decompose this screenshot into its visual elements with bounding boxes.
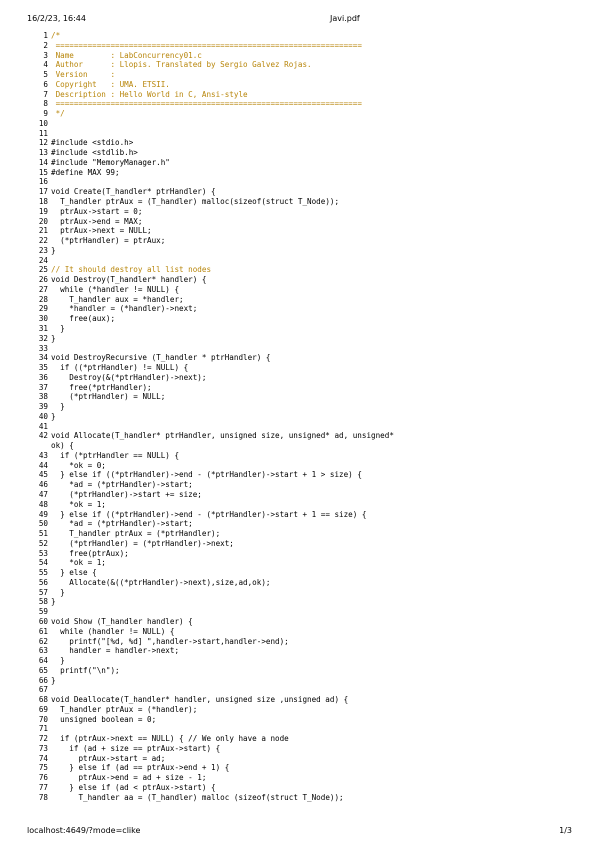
line-text: (*ptrHandler)->start += size;	[51, 490, 202, 500]
code-line	[27, 744, 575, 754]
line-number: 69	[38, 704, 48, 714]
line-number: 8	[43, 99, 48, 109]
line-text: }	[51, 675, 56, 685]
line-number: 32	[38, 333, 48, 343]
line-text: T_handler aux = *handler;	[51, 294, 184, 304]
line-text: ptrAux->start = ad;	[51, 753, 166, 763]
line-text: // It should destroy all list nodes	[51, 265, 212, 275]
code-line	[27, 588, 575, 598]
line-text	[51, 607, 575, 617]
code-line	[27, 138, 575, 148]
line-number: 71	[38, 724, 48, 734]
line-number: 76	[38, 773, 48, 783]
code-line	[27, 285, 575, 295]
code-line	[27, 422, 575, 432]
line-text: void DestroyRecursive (T_handler * ptrHandler) {	[51, 353, 271, 363]
line-number: 59	[38, 607, 48, 617]
line-text: ===================================================================	[51, 99, 362, 109]
code-line	[27, 265, 575, 275]
line-text: void Destroy(T_handler* handler) {	[51, 275, 207, 285]
line-number: 64	[38, 656, 48, 666]
line-number: 7	[43, 89, 48, 99]
line-number: 53	[38, 548, 48, 558]
code-line	[27, 461, 575, 471]
code-line	[27, 724, 575, 734]
line-text	[51, 177, 575, 187]
line-text: unsigned boolean = 0;	[51, 714, 157, 724]
line-number: 17	[38, 187, 48, 197]
line-number: 72	[38, 734, 48, 744]
line-number: 73	[38, 743, 48, 753]
line-text: Version :	[51, 70, 116, 80]
code-line	[27, 304, 575, 314]
code-line	[27, 568, 575, 578]
line-text: *ad = (*ptrHandler)->start;	[51, 480, 193, 490]
line-number: 77	[38, 782, 48, 792]
line-number: 11	[38, 128, 48, 138]
line-number: 21	[38, 226, 48, 236]
line-text: #include <stdlib.h>	[51, 148, 138, 158]
code-line	[27, 754, 575, 764]
line-number: 37	[38, 382, 48, 392]
code-line	[27, 168, 575, 178]
line-text: } else {	[51, 568, 97, 578]
line-number: 34	[38, 353, 48, 363]
line-number: 42	[38, 431, 48, 441]
code-line	[27, 236, 575, 246]
line-number: 5	[43, 70, 48, 80]
code-line	[27, 158, 575, 168]
code-line	[27, 773, 575, 783]
code-line	[27, 41, 575, 51]
line-text: Allocate(&((*ptrHandler)->next),size,ad,ok);	[51, 577, 271, 587]
line-number: 30	[38, 314, 48, 324]
line-text: free(*ptrHandler);	[51, 382, 152, 392]
code-line	[27, 363, 575, 373]
code-line	[27, 558, 575, 568]
line-number: 27	[38, 284, 48, 294]
code-line	[27, 207, 575, 217]
line-number: 25	[38, 265, 48, 275]
line-text: ptrAux->end = ad + size - 1;	[51, 773, 207, 783]
line-number: 57	[38, 587, 48, 597]
line-number: 28	[38, 294, 48, 304]
line-number: 4	[43, 60, 48, 70]
line-text: void Show (T_handler handler) {	[51, 616, 193, 626]
line-number: 58	[38, 597, 48, 607]
line-text: printf("\n");	[51, 665, 120, 675]
footer-url: localhost:4649/?mode=clike	[27, 826, 141, 835]
line-text: #include "MemoryManager.h"	[51, 157, 170, 167]
code-line	[27, 549, 575, 559]
line-number: 61	[38, 626, 48, 636]
line-number: 9	[43, 109, 48, 119]
line-text	[51, 685, 575, 695]
line-text: Description : Hello World in C, Ansi-style	[51, 89, 248, 99]
line-number: 15	[38, 167, 48, 177]
line-text: ptrAux->next = NULL;	[51, 226, 152, 236]
line-text: Name : LabConcurrency01.c	[51, 50, 202, 60]
line-text: free(aux);	[51, 314, 116, 324]
code-line	[27, 578, 575, 588]
line-number: 45	[38, 470, 48, 480]
line-text	[51, 344, 575, 354]
code-line	[27, 334, 575, 344]
line-text: #define MAX 99;	[51, 167, 120, 177]
code-line	[27, 70, 575, 80]
line-text: if ((*ptrHandler) != NULL) {	[51, 363, 189, 373]
code-line	[27, 646, 575, 656]
line-text	[51, 422, 575, 432]
line-text: } else if ((*ptrHandler)->end - (*ptrHandler)->start + 1 > size) {	[51, 470, 362, 480]
code-line	[27, 470, 575, 480]
line-number: 38	[38, 392, 48, 402]
line-text: }	[51, 411, 56, 421]
code-line	[27, 226, 575, 236]
code-line	[27, 353, 575, 363]
line-number: 63	[38, 646, 48, 656]
line-number: 55	[38, 568, 48, 578]
code-line	[27, 99, 575, 109]
code-line	[27, 295, 575, 305]
line-number: 40	[38, 411, 48, 421]
line-text: *ok = 0;	[51, 460, 106, 470]
line-text: #include <stdio.h>	[51, 138, 134, 148]
line-text: }	[51, 333, 56, 343]
line-text: }	[51, 323, 65, 333]
code-line	[27, 627, 575, 637]
code-line	[27, 383, 575, 393]
code-line	[27, 519, 575, 529]
line-text: (*ptrHandler) = (*ptrHandler)->next;	[51, 538, 234, 548]
code-line	[27, 324, 575, 334]
line-text: Author : Llopis. Translated by Sergio Galvez Rojas.	[51, 60, 312, 70]
code-line	[27, 197, 575, 207]
line-number: 66	[38, 675, 48, 685]
line-number: 48	[38, 499, 48, 509]
line-text: /*	[51, 31, 61, 40]
line-number: 75	[38, 763, 48, 773]
code-line	[27, 344, 575, 354]
code-line	[27, 451, 575, 461]
code-line	[27, 597, 575, 607]
code-line	[27, 90, 575, 100]
page-number: 1/3	[559, 826, 572, 835]
line-number: 19	[38, 206, 48, 216]
line-text: } else if (ad < ptrAux->start) {	[51, 782, 216, 792]
line-number: 22	[38, 236, 48, 246]
code-line	[27, 763, 575, 773]
line-number: 26	[38, 275, 48, 285]
line-number: 35	[38, 363, 48, 373]
line-number: 54	[38, 558, 48, 568]
code-line	[27, 314, 575, 324]
line-number: 36	[38, 372, 48, 382]
line-number: 50	[38, 519, 48, 529]
line-number: 78	[38, 792, 48, 802]
line-text: *handler = (*handler)->next;	[51, 304, 198, 314]
code-line	[27, 695, 575, 705]
code-line	[27, 617, 575, 627]
line-number: 43	[38, 450, 48, 460]
line-text: ===================================================================	[51, 40, 362, 50]
line-number: 2	[43, 40, 48, 50]
line-number: 74	[38, 753, 48, 763]
code-line	[27, 676, 575, 686]
line-text: }	[51, 402, 65, 412]
line-text: handler = handler->next;	[51, 646, 180, 656]
line-text	[51, 724, 575, 734]
line-number: 62	[38, 636, 48, 646]
code-line	[27, 119, 575, 129]
line-number: 51	[38, 529, 48, 539]
line-text: */	[51, 109, 65, 119]
code-line	[27, 246, 575, 256]
line-number: 1	[43, 31, 48, 40]
line-text	[51, 129, 575, 139]
line-number: 31	[38, 323, 48, 333]
line-text: void Create(T_handler* ptrHandler) {	[51, 187, 216, 197]
code-line	[27, 177, 575, 187]
code-line	[27, 129, 575, 139]
code-line	[27, 217, 575, 227]
code-line	[27, 783, 575, 793]
line-number: 67	[38, 685, 48, 695]
line-text: }	[51, 656, 65, 666]
line-text	[51, 256, 575, 266]
line-number: 18	[38, 197, 48, 207]
line-text: T_handler ptrAux = (*handler);	[51, 704, 198, 714]
line-text: *ok = 1;	[51, 558, 106, 568]
line-number: 68	[38, 695, 48, 705]
line-text: T_handler aa = (T_handler) malloc (sizeof(struct T_Node));	[51, 792, 344, 802]
line-text: ptrAux->start = 0;	[51, 206, 143, 216]
line-text: } else if ((*ptrHandler)->end - (*ptrHandler)->start + 1 == size) {	[51, 509, 367, 519]
line-number: 20	[38, 216, 48, 226]
line-text: if (ptrAux->next == NULL) { // We only have a node	[51, 734, 289, 744]
code-line	[27, 187, 575, 197]
code-line	[27, 392, 575, 402]
code-line	[27, 539, 575, 549]
line-text: if (*ptrHandler == NULL) {	[51, 450, 180, 460]
code-line	[27, 715, 575, 725]
line-number: 13	[38, 148, 48, 158]
line-text: if (ad + size == ptrAux->start) {	[51, 743, 221, 753]
code-line	[27, 412, 575, 422]
line-number: 70	[38, 714, 48, 724]
line-text: }	[51, 597, 56, 607]
code-line	[27, 705, 575, 715]
line-text: *ad = (*ptrHandler)->start;	[51, 519, 193, 529]
line-number: 23	[38, 245, 48, 255]
code-line	[27, 31, 575, 41]
line-text: (*ptrHandler) = NULL;	[51, 392, 166, 402]
code-line	[27, 510, 575, 520]
line-number: 56	[38, 577, 48, 587]
line-number: 14	[38, 157, 48, 167]
line-number: 49	[38, 509, 48, 519]
code-line	[27, 402, 575, 412]
code-line	[27, 793, 575, 803]
code-line	[27, 656, 575, 666]
print-datetime: 16/2/23, 16:44	[27, 14, 86, 23]
code-line	[27, 431, 575, 451]
line-number: 29	[38, 304, 48, 314]
code-line	[27, 148, 575, 158]
line-text: ptrAux->end = MAX;	[51, 216, 143, 226]
line-number: 39	[38, 402, 48, 412]
code-line	[27, 607, 575, 617]
line-text	[51, 119, 575, 129]
code-line	[27, 275, 575, 285]
line-text: T_handler ptrAux = (*ptrHandler);	[51, 529, 221, 539]
code-line	[27, 500, 575, 510]
line-number: 46	[38, 480, 48, 490]
line-number: 44	[38, 460, 48, 470]
code-listing	[27, 31, 575, 803]
line-number: 33	[38, 343, 48, 353]
line-number: 3	[43, 50, 48, 60]
line-text: free(ptrAux);	[51, 548, 129, 558]
code-line	[27, 685, 575, 695]
code-line	[27, 480, 575, 490]
code-line	[27, 734, 575, 744]
line-text: }	[51, 245, 56, 255]
code-line	[27, 256, 575, 266]
line-number: 60	[38, 616, 48, 626]
line-number: 41	[38, 421, 48, 431]
code-line	[27, 373, 575, 383]
line-number: 12	[38, 138, 48, 148]
line-text: void Deallocate(T_handler* handler, unsigned size ,unsigned ad) {	[51, 695, 349, 705]
line-number: 10	[38, 118, 48, 128]
line-number: 47	[38, 490, 48, 500]
code-line	[27, 529, 575, 539]
line-text: while (*handler != NULL) {	[51, 284, 180, 294]
code-line	[27, 109, 575, 119]
document-title: Javi.pdf	[330, 14, 360, 23]
line-text: T_handler ptrAux = (T_handler) malloc(sizeof(struct T_Node));	[51, 197, 340, 207]
line-text: (*ptrHandler) = ptrAux;	[51, 236, 166, 246]
code-line	[27, 637, 575, 647]
line-text: *ok = 1;	[51, 499, 106, 509]
code-line	[27, 666, 575, 676]
code-line	[27, 80, 575, 90]
line-number: 52	[38, 538, 48, 548]
line-text: while (handler != NULL) {	[51, 626, 175, 636]
line-number: 6	[43, 79, 48, 89]
line-number: 65	[38, 665, 48, 675]
line-text: printf("[%d, %d] ",handler->start,handler->end);	[51, 636, 289, 646]
line-number: 24	[38, 255, 48, 265]
line-text: Destroy(&(*ptrHandler)->next);	[51, 372, 207, 382]
code-line	[27, 51, 575, 61]
code-line	[27, 490, 575, 500]
line-text: }	[51, 587, 65, 597]
line-text: } else if (ad == ptrAux->end + 1) {	[51, 763, 230, 773]
line-number: 16	[38, 177, 48, 187]
line-text: void Allocate(T_handler* ptrHandler, unsigned size, unsigned* ad, unsigned* ok) {	[51, 431, 394, 451]
code-line	[27, 60, 575, 70]
line-text: Copyright : UMA. ETSII.	[51, 79, 170, 89]
